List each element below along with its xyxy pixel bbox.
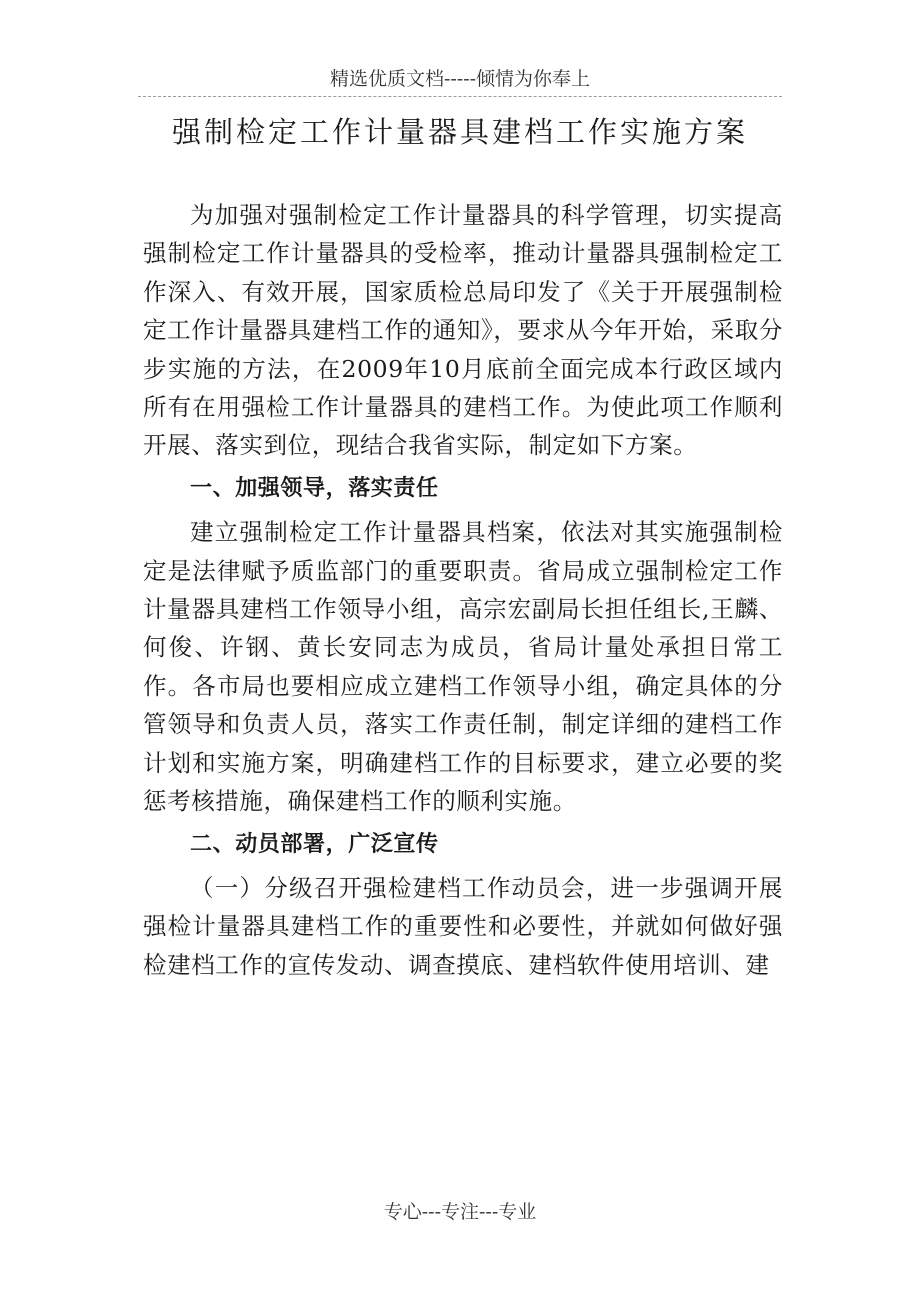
document-title: 强制检定工作计量器具建档工作实施方案: [171, 115, 748, 149]
body-paragraph: 为加强对强制检定工作计量器具的科学管理，切实提高强制检定工作计量器具的受检率，推动计量器具强制检定工作深入、有效开展，国家质检总局印发了《关于开展强制检定工作计量器具建档工作的通知》，要求从今年开始，采取分步实施的方法，在2009年10月底前全面完成本行政区域内所有在用强检工作计量器具的建档工作。为使此项工作顺利开展、落实到位，现结合我省实际，制定如下方案。: [143, 201, 783, 460]
body-paragraph: 建立强制检定工作计量器具档案，依法对其实施强制检定是法律赋予质监部门的重要职责。省局成立强制检定工作计量器具建档工作领导小组，高宗宏副局长担任组长,王麟、何俊、许钢、黄长安同志为成员，省局计量处承担日常工作。各市局也要相应成立建档工作领导小组，确定具体的分管领导和负责人员，落实工作责任制，制定详细的建档工作计划和实施方案，明确建档工作的目标要求，建立必要的奖惩考核措施，确保建档工作的顺利实施。: [143, 518, 783, 816]
page-footer: 专心---专注---专业: [383, 1201, 537, 1223]
section-heading: 一、加强领导，落实责任: [190, 475, 439, 501]
page-header: 精选优质文档-----倾情为你奉上: [329, 68, 591, 90]
section-heading: 二、动员部署，广泛宣传: [190, 831, 439, 857]
document-body: [143, 196, 783, 984]
body-paragraph: （一）分级召开强检建档工作动员会，进一步强调开展强检计量器具建档工作的重要性和必要性，并就如何做好强检建档工作的宣传发动、调查摸底、建档软件使用培训、建: [143, 873, 783, 979]
header-divider: [138, 96, 782, 97]
